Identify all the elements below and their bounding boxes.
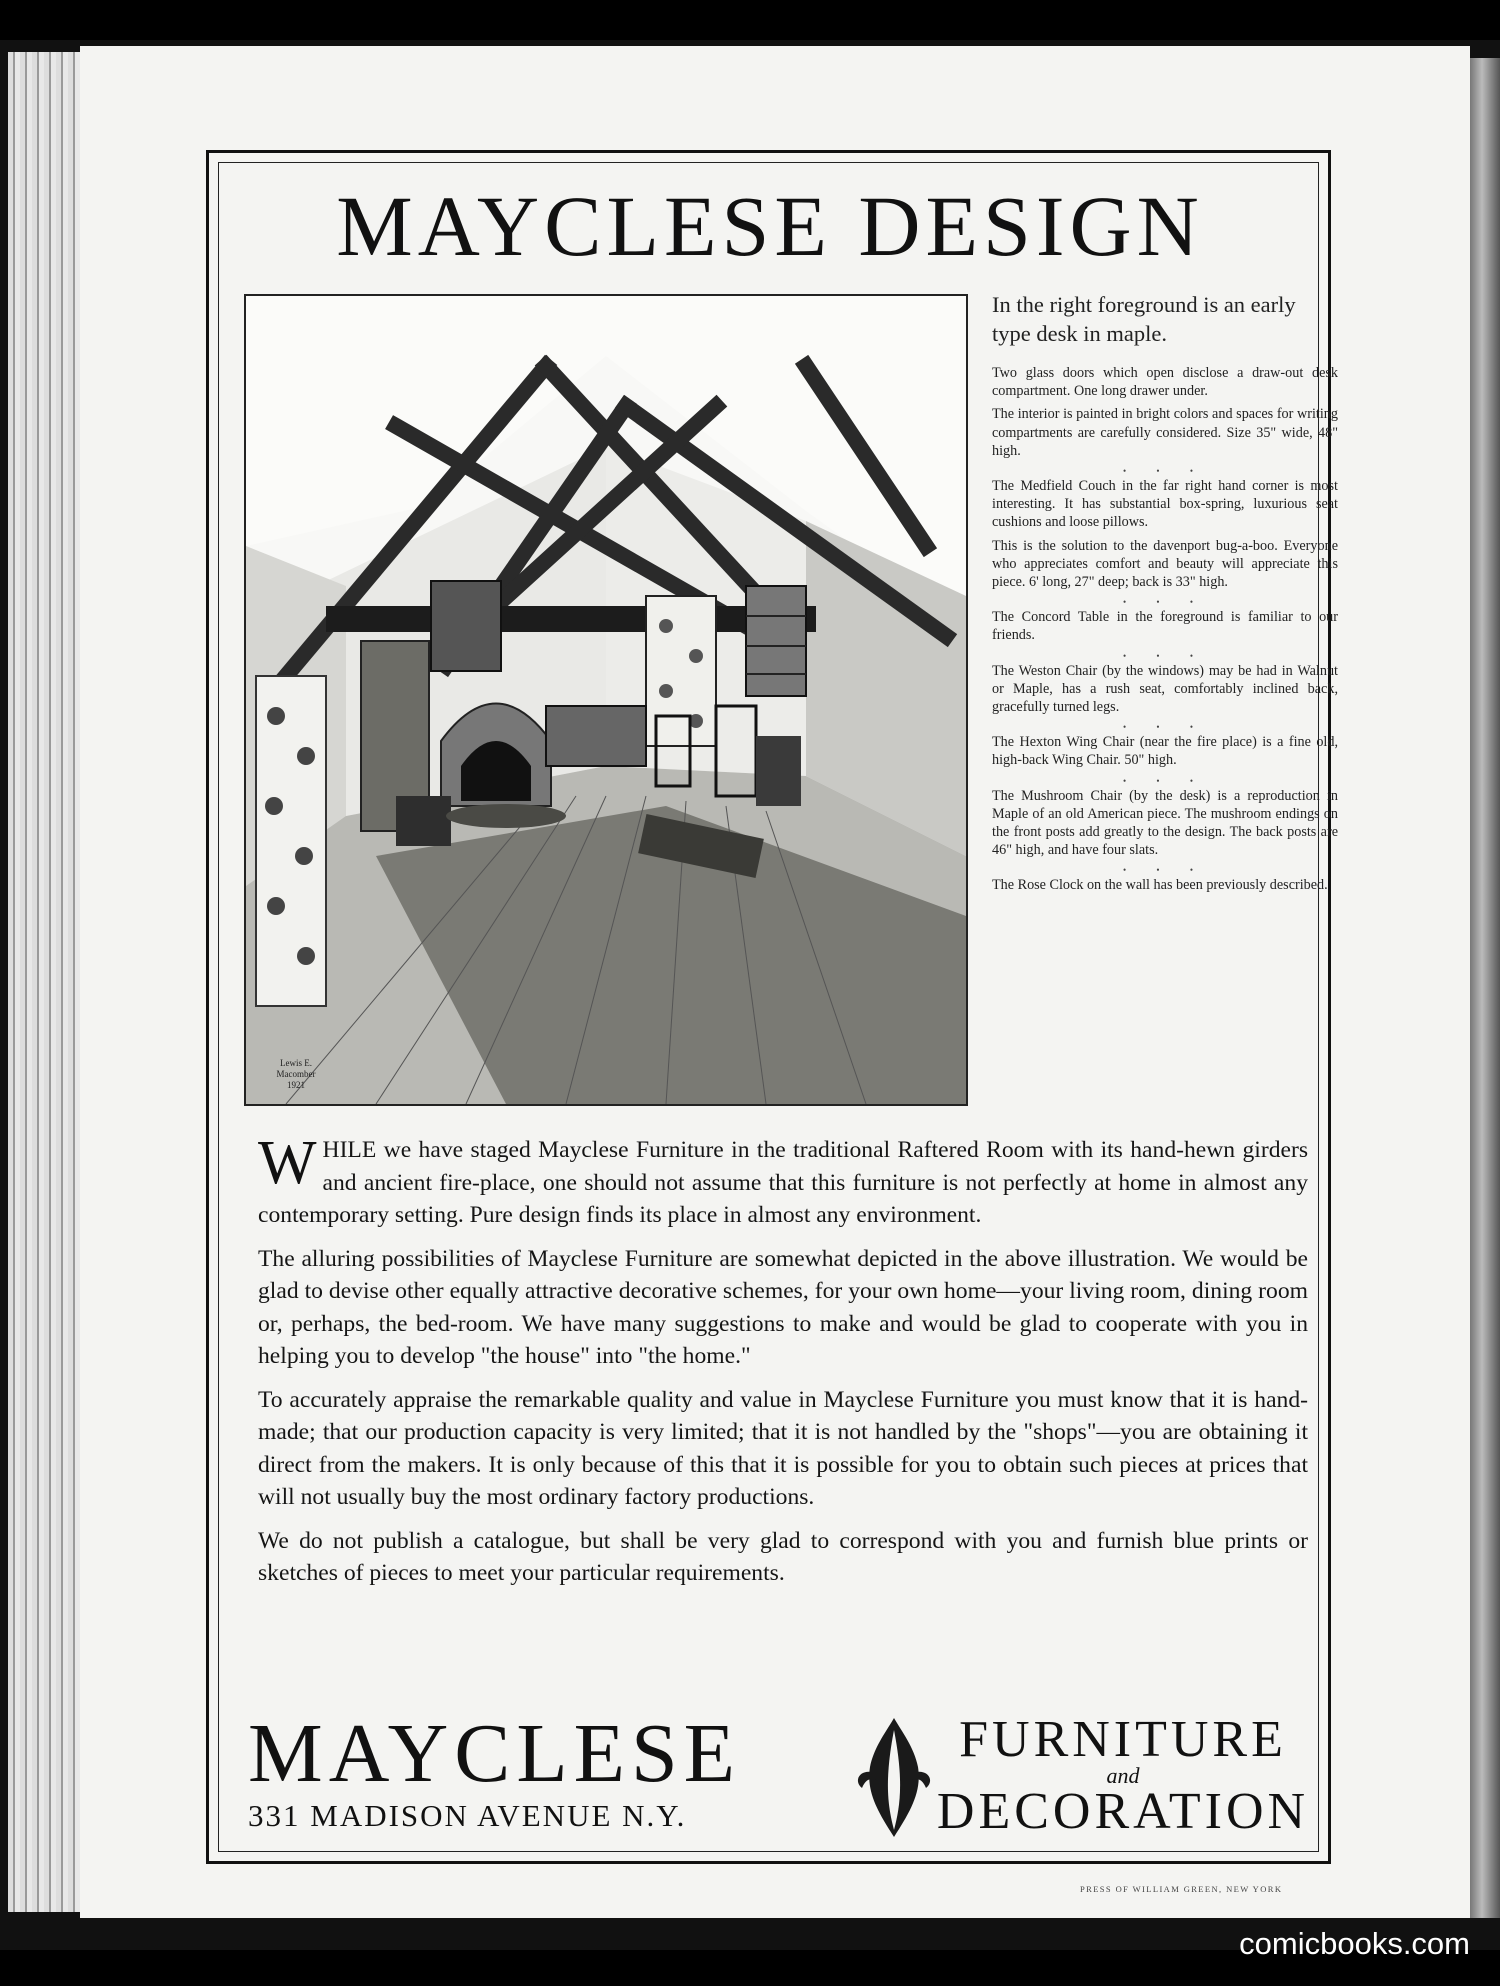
tagline-and: and <box>1106 1763 1140 1788</box>
sidebar-paragraph: The Weston Chair (by the windows) may be had in Walnut or Maple, has a rush seat, comfortably inclined back, gracefully turned legs. <box>992 662 1338 716</box>
drop-cap: W <box>258 1129 317 1197</box>
sidebar-paragraph: The Rose Clock on the wall has been previously described. <box>992 877 1328 894</box>
artist-signature-3: 1921 <box>287 1080 305 1090</box>
body-paragraph: We do not publish a catalogue, but shall be very glad to correspond with you and furnish blue prints or sketches of pieces to meet your particular requirements. <box>258 1527 1308 1586</box>
printer-credit: PRESS OF WILLIAM GREEN, NEW YORK <box>1080 1884 1283 1894</box>
sidebar-paragraph: The Concord Table in the foreground is familiar to our friends. <box>992 609 1338 644</box>
artist-signature-1: Lewis E. <box>280 1058 312 1068</box>
sidebar-paragraph: The Hexton Wing Chair (near the fire place) is a fine old, high-back Wing Chair. 50" high. <box>992 734 1338 769</box>
sidebar-paragraph: The interior is painted in bright colors and spaces for writing compartments are carefully considered. Size 35" wide, 48" high. <box>992 406 1338 459</box>
sidebar-separator: • • • <box>1123 722 1207 733</box>
ad-headline: MAYCLESE DESIGN <box>336 178 1204 274</box>
sidebar-separator: • • • <box>1123 597 1207 608</box>
sidebar-paragraph: The Medfield Couch in the far right hand corner is most interesting. It has substantial box-spring, luxurious seat cushions and loose pillows. <box>992 478 1338 531</box>
footer-brand-block <box>248 1707 888 1842</box>
room-illustration <box>244 294 968 1106</box>
tagline-furniture: FURNITURE <box>959 1711 1287 1768</box>
sidebar-paragraph: Two glass doors which open disclose a draw-out desk compartment. One long drawer under. <box>992 365 1338 400</box>
brand-name: MAYCLESE <box>248 1707 741 1800</box>
body-paragraph: The alluring possibilities of Mayclese Furniture are somewhat depicted in the above illustration. We would be glad to devise other equally attractive decorative schemes, for your own home—your living room, dining room or, perhaps, the bed-room. We have many suggestions to make and would be glad to cooperate with you in helping you to develop "the house" into "the home." <box>258 1245 1308 1369</box>
sidebar-paragraph: This is the solution to the davenport bug-a-boo. Everyone who appreciates comfort and beauty will appreciate this piece. 6' long, 27" deep; back is 33" high. <box>992 537 1338 591</box>
body-paragraph: To accurately appraise the remarkable quality and value in Mayclese Furniture you must know that it is hand-made; that our production capacity is very limited; that it is not handled by the "shops"—you are obtaining it direct from the makers. It is only because of this that it is possible for you to obtain such pieces at prices that will not usually buy the most ordinary factory productions. <box>258 1386 1308 1510</box>
brand-address: 331 MADISON AVENUE N.Y. <box>248 1798 687 1833</box>
binding-edge <box>1470 58 1500 1918</box>
sidebar-separator: • • • <box>1123 650 1207 661</box>
sidebar-separator: • • • <box>1123 865 1207 876</box>
sidebar-description <box>992 290 1338 900</box>
body-paragraph-1-text: HILE we have staged Mayclese Furniture in the traditional Raftered Room with its hand-hewn girders and ancient fire-place, one should not assume that this furniture is not perfectly at home in almost any contemporary setting. Pure design finds its place in almost any environment. <box>258 1137 1308 1228</box>
site-watermark: comicbooks.com <box>1239 1926 1470 1961</box>
sidebar-separator: • • • <box>1123 775 1207 786</box>
body-paragraph <box>258 1129 1308 1232</box>
tagline-decoration: DECORATION <box>936 1783 1310 1840</box>
sidebar-separator: • • • <box>1123 466 1207 477</box>
sidebar-lead: In the right foreground is an early type desk in maple. <box>992 292 1296 346</box>
body-copy <box>258 1129 1308 1601</box>
artist-signature-2: Macomber <box>276 1069 316 1079</box>
footer-tagline <box>918 1712 1328 1842</box>
sidebar-paragraph: The Mushroom Chair (by the desk) is a reproduction in Maple of an old American piece. The mushroom endings on the front posts add greatly to the design. The back posts are 46" high, and have four slats. <box>992 787 1338 859</box>
